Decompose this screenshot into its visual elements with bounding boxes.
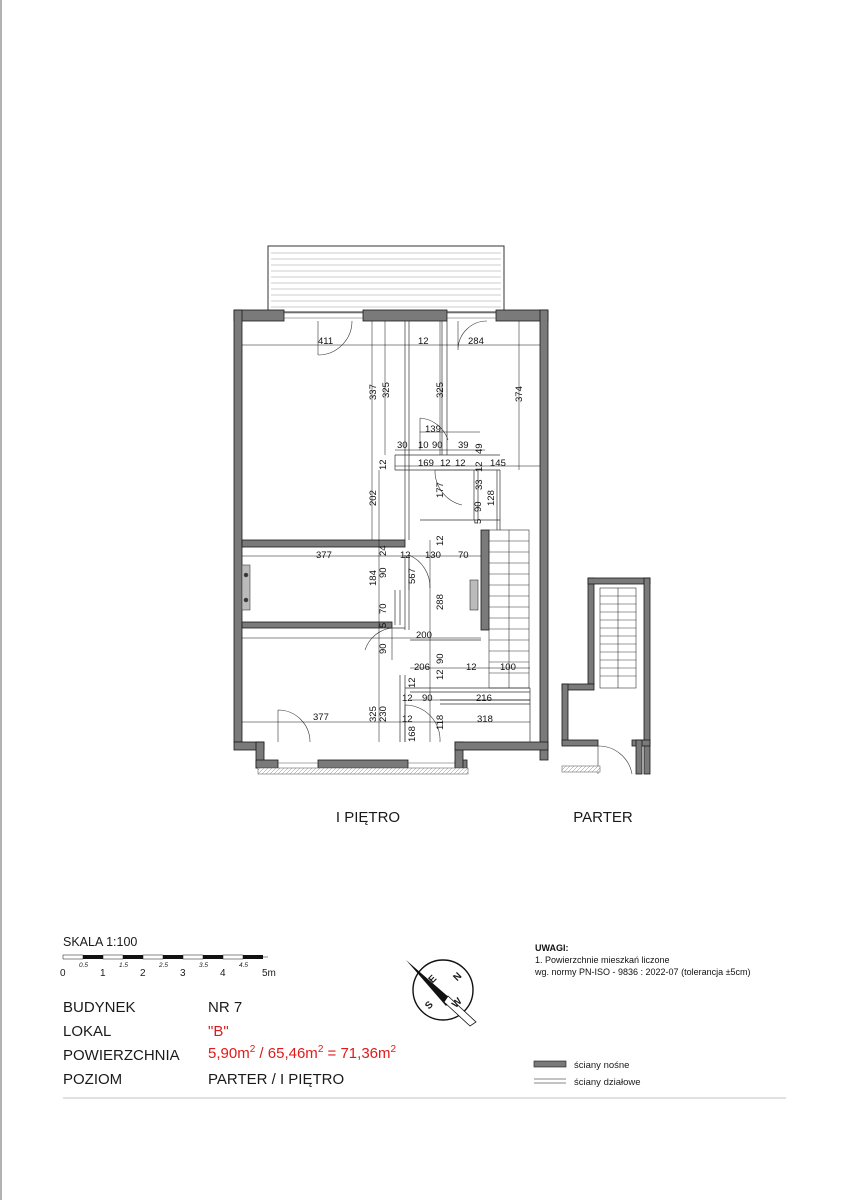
dim-118: 118 (435, 714, 446, 730)
scale-minor-tick: 3.5 (199, 962, 209, 969)
dim-12: 12 (402, 693, 413, 704)
area-label: POWIERZCHNIA (63, 1047, 180, 1064)
dim-5: 5 (473, 518, 484, 524)
compass-letter: W (450, 996, 465, 1011)
notes-line-1: 1. Powierzchnie mieszkań liczone (535, 955, 670, 965)
dim-128: 128 (486, 490, 497, 506)
dim-5: 5 (378, 622, 389, 628)
dim-284: 284 (468, 336, 484, 347)
dim-70: 70 (458, 550, 469, 561)
dim-12: 12 (474, 461, 485, 472)
area-unit-sup: 2 (390, 1044, 397, 1055)
area-part: = 71,36m (323, 1045, 391, 1062)
dim-90: 90 (473, 501, 484, 512)
upper-floor-plan (234, 246, 548, 774)
level-label: POZIOM (63, 1071, 123, 1088)
compass-rose (406, 959, 477, 1026)
dim-90: 90 (422, 693, 433, 704)
dim-206: 206 (414, 662, 430, 673)
dim-90: 90 (378, 643, 389, 654)
dim-90: 90 (432, 440, 443, 451)
dim-90: 90 (435, 653, 446, 664)
scale-major-tick: 4 (220, 968, 226, 979)
dim-567: 567 (407, 568, 418, 584)
dim-12: 12 (435, 669, 446, 680)
dim-337: 337 (368, 384, 379, 400)
scale-major-tick: 2 (140, 968, 146, 979)
dim-145: 145 (490, 458, 506, 469)
dim-168: 168 (407, 726, 418, 742)
scale-major-tick: 0 (60, 968, 66, 979)
dim-288: 288 (435, 594, 446, 610)
dim-200: 200 (416, 630, 432, 641)
dim-184: 184 (368, 570, 379, 586)
area-part: 5,90m (208, 1045, 250, 1062)
dim-177: 177 (435, 482, 446, 498)
dim-139: 139 (425, 424, 441, 435)
dim-49: 49 (474, 443, 485, 454)
balcony (268, 246, 504, 312)
dim-130: 130 (425, 550, 441, 561)
dim-12: 12 (400, 550, 411, 561)
compass-letter: N (451, 970, 465, 984)
scale-minor-tick: 0.5 (79, 962, 89, 969)
dim-10: 10 (418, 440, 429, 451)
area-part: / 65,46m (255, 1045, 318, 1062)
dim-24: 24 (378, 545, 389, 556)
notes-title: UWAGI: (535, 943, 569, 953)
dim-169: 169 (418, 458, 434, 469)
scale-minor-tick: 1.5 (119, 962, 129, 969)
dim-12: 12 (435, 535, 446, 546)
dim-90: 90 (378, 567, 389, 578)
dim-12: 12 (440, 458, 451, 469)
legend-partition-walls: ściany działowe (574, 1077, 641, 1088)
dim-33: 33 (474, 479, 485, 490)
unit-value: "B" (208, 1023, 229, 1040)
bearing-walls (234, 310, 548, 768)
dim-12: 12 (455, 458, 466, 469)
scale-major-tick: 3 (180, 968, 186, 979)
building-value: NR 7 (208, 999, 243, 1016)
dim-411: 411 (318, 336, 334, 347)
scale-major-tick: 1 (100, 968, 106, 979)
level-value: PARTER / I PIĘTRO (208, 1071, 345, 1088)
dim-325: 325 (381, 382, 392, 398)
dim-377: 377 (316, 550, 332, 561)
unit-label: LOKAL (63, 1023, 112, 1040)
compass-letter: S (423, 999, 436, 1012)
dim-374: 374 (514, 386, 525, 402)
scale-minor-tick: 2.5 (159, 962, 169, 969)
dim-100: 100 (500, 662, 516, 673)
dim-202: 202 (368, 490, 379, 506)
dim-12: 12 (407, 677, 418, 688)
dim-230: 230 (378, 706, 389, 722)
scale-major-tick: 5m (262, 968, 276, 979)
scale-minor-tick: 4.5 (239, 962, 249, 969)
building-label: BUDYNEK (63, 999, 136, 1016)
dim-70: 70 (378, 603, 389, 614)
dim-30: 30 (397, 440, 408, 451)
dim-39: 39 (458, 440, 469, 451)
area-value (208, 1044, 396, 1062)
ground-floor-plan (562, 578, 650, 774)
area-unit-sup: 2 (317, 1044, 324, 1055)
notes-line-2: wg. normy PN-ISO - 9836 : 2022-07 (tolerancja ±5cm) (535, 967, 751, 977)
legend-bearing-walls: ściany nośne (574, 1060, 630, 1071)
dim-377: 377 (313, 712, 329, 723)
scale-bar (60, 935, 276, 979)
upper-floor-title: I PIĘTRO (335, 809, 401, 826)
scale-title: SKALA 1:100 (63, 935, 138, 949)
dim-12: 12 (402, 714, 413, 725)
dim-12: 12 (418, 336, 429, 347)
compass-letter: E (426, 973, 440, 986)
dim-325: 325 (435, 382, 446, 398)
dim-12: 12 (378, 459, 389, 470)
dim-325: 325 (368, 706, 379, 722)
ground-floor-title: PARTER (573, 809, 633, 826)
dim-318: 318 (477, 714, 493, 725)
dim-12: 12 (466, 662, 477, 673)
area-unit-sup: 2 (249, 1044, 256, 1055)
legend (534, 1060, 641, 1088)
dim-216: 216 (476, 693, 492, 704)
